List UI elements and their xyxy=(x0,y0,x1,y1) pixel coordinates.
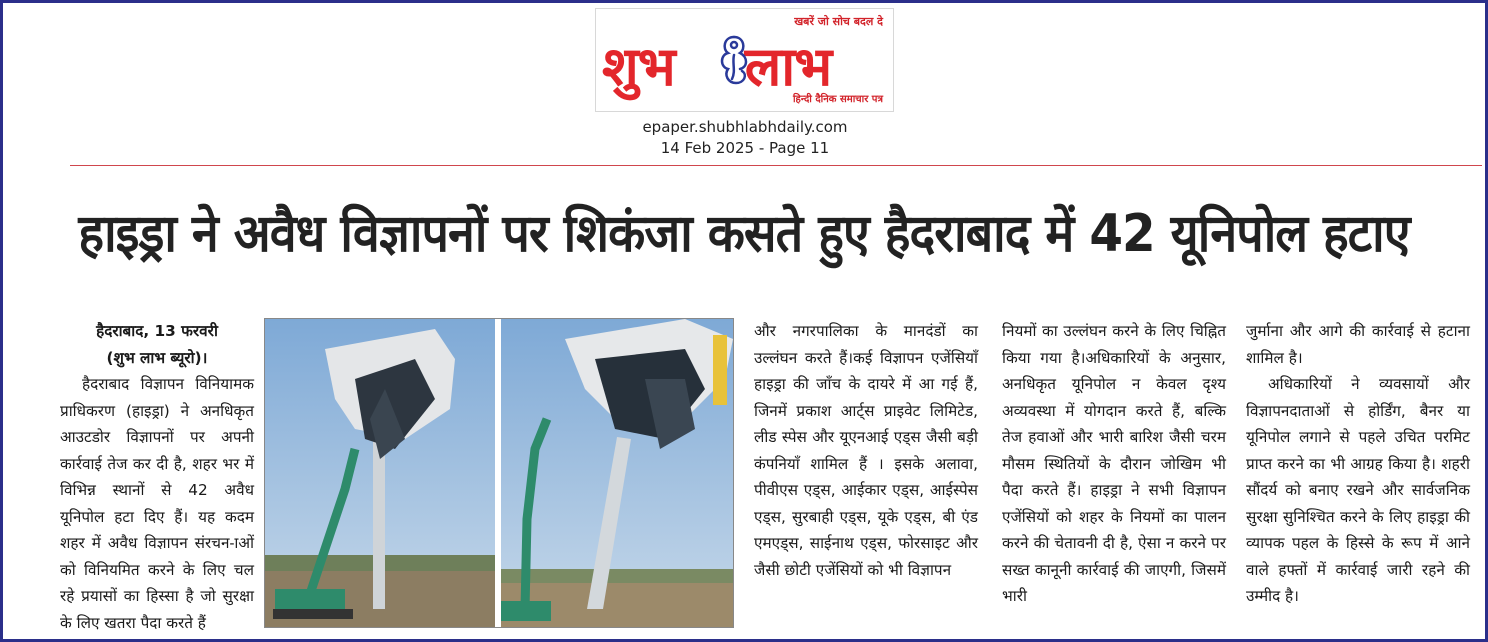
source-date-page: 14 Feb 2025 - Page 11 xyxy=(660,139,830,157)
article-paragraph: और नगरपालिका के मानदंडों का उल्लंघन करते हैं।कई विज्ञापन एजेंसियाँ हाइड्रा की जाँच के दायरे में आ गई हैं, जिनमें प्रकाश आर्ट्स प्राइवेट लिमिटेड, लीड स्पेस और यूएनआई एड्स जैसी बड़ी कंपनियाँ शामिल हैं । इसके अलावा, पीवीएस एड्स, आईकार एड्स, आईस्पेस एड्स, सुरबाही एड्स, यूके एड्स, बी एंड एमएड्स, साईनाथ एड्स, फोरसाइट और जैसी छोटी एजेंसियों को भी विज्ञापन xyxy=(754,322,978,579)
header-rule xyxy=(70,165,1482,166)
masthead-logo[interactable] xyxy=(595,8,894,112)
masthead-tagline: खबरें जो सोच बदल दे xyxy=(794,15,883,28)
logo-word-1: शुभ xyxy=(602,35,675,98)
article-dateline: हैदराबाद, 13 फरवरी xyxy=(96,322,218,340)
article-paragraph: हैदराबाद विज्ञापन विनियामक प्राधिकरण (हाइड्रा) ने अनधिकृत आउटडोर विज्ञापनों पर अपनी कार्रवाई तेज कर दी है, शहर भर में विभिन्न स्थानों से 42 अवैध यूनिपोल हटा दिए हैं। यह कदम शहर में अवैध विज्ञापन संरचन-ाओं को विनियमित करने के लिए चल रहे प्रयासों का हिस्सा है जो सुरक्षा के लिए खतरा पैदा करते हैं xyxy=(60,375,254,632)
source-url[interactable]: epaper.shubhlabhdaily.com xyxy=(642,118,848,136)
article-paragraph: अधिकारियों ने व्यवसायों और विज्ञापनदाताओं से होर्डिंग, बैनर या यूनिपोल लगाने से पहले उचित परमिट प्राप्त करने का भी आग्रह किया है। शहरी सौंदर्य को बनाए रखने और सार्वजनिक सुरक्षा सुनिश्चित करने के लिए हाइड्रा की व्यापक पहल के हिस्से के रूप में आने वाले हफ्तों में कार्रवाई जारी रहने की उम्मीद है। xyxy=(1246,375,1470,605)
article-photo xyxy=(264,318,734,628)
article-column-5 xyxy=(1246,318,1470,610)
article-byline: (शुभ लाभ ब्यूरो)। xyxy=(106,348,208,367)
article-paragraph: जुर्माना और आगे की कार्रवाई से हटाना शामिल है। xyxy=(1246,322,1470,367)
masthead-subtagline: हिन्दी दैनिक समाचार पत्र xyxy=(792,94,883,105)
article-column-1 xyxy=(60,318,254,636)
article-column-4 xyxy=(1002,318,1226,610)
article-headline: हाइड्रा ने अवैध विज्ञापनों पर शिकंजा कसते हुए हैदराबाद में 42 यूनिपोल हटाए xyxy=(78,204,1410,264)
unipole-demolition-image xyxy=(265,319,733,627)
article-column-3 xyxy=(754,318,978,583)
ganesh-logo-icon xyxy=(714,31,754,89)
logo-word-2: लाभ xyxy=(744,35,832,98)
article-paragraph: नियमों का उल्लंघन करने के लिए चिह्नित किया गया है।अधिकारियों के अनुसार, अनधिकृत यूनिपोल न केवल दृश्य अव्यवस्था में योगदान करते हैं, बल्कि तेज हवाओं और भारी बारिश जैसी चरम मौसम स्थितियों के दौरान जोखिम भी पैदा करते हैं। हाइड्रा ने सभी विज्ञापन एजेंसियों को शहर के नियमों का पालन करने की चेतावनी दी है, ऐसा न करने पर सख्त कानूनी कार्रवाई की जाएगी, जिसमें भारी xyxy=(1002,322,1226,605)
